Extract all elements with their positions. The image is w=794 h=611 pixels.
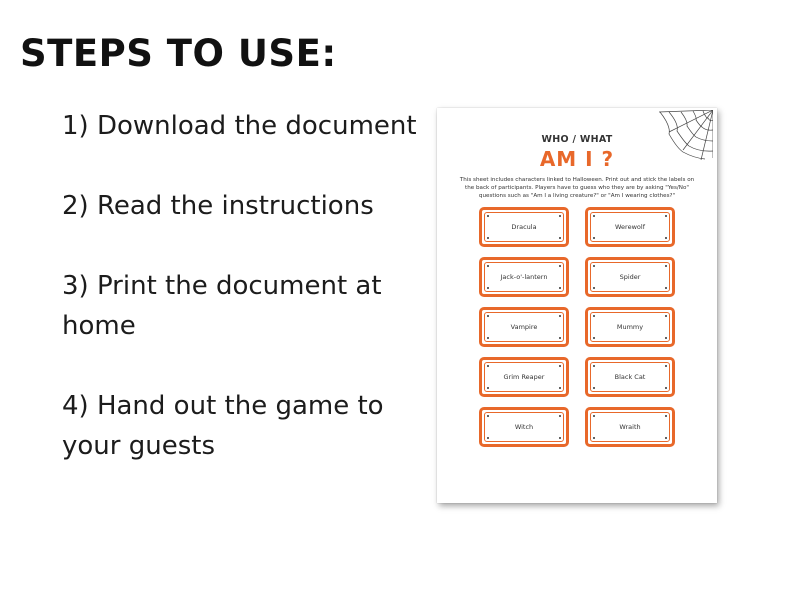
step-item: 4) Hand out the game to your guests: [62, 391, 384, 461]
card-label: Witch: [514, 423, 534, 431]
steps-list: [62, 106, 422, 506]
name-card: [479, 307, 569, 347]
name-card: [479, 407, 569, 447]
card-label: Spider: [619, 273, 641, 281]
card-label: Grim Reaper: [503, 373, 545, 381]
name-card: [585, 357, 675, 397]
step-item: 2) Read the instructions: [62, 191, 374, 221]
name-card: [585, 307, 675, 347]
name-card: [585, 257, 675, 297]
page-heading: STEPS TO USE:: [20, 32, 337, 75]
card-label: Wraith: [619, 423, 641, 431]
card-label: Black Cat: [614, 373, 646, 381]
card-grid: [479, 207, 675, 447]
worksheet-preview: [437, 108, 717, 503]
step-item: 1) Download the document: [62, 111, 417, 141]
sheet-title: AM I ?: [539, 147, 615, 171]
step-item: 3) Print the document at home: [62, 271, 382, 341]
name-card: [479, 357, 569, 397]
sheet-description: This sheet includes characters linked to Halloween. Print out and stick the labels on the back of participants. Players have to guess who they are by asking "Yes/No" questions such as "Am I a living creature?" or "Am I wearing clothes?": [459, 177, 695, 199]
card-label: Werewolf: [615, 223, 645, 231]
card-label: Vampire: [510, 323, 538, 331]
name-card: [479, 257, 569, 297]
name-card: [479, 207, 569, 247]
card-label: Dracula: [511, 223, 537, 231]
card-label: Mummy: [616, 323, 644, 331]
card-label: Jack-o'-lantern: [500, 273, 548, 281]
sheet-kicker: WHO / WHAT: [541, 134, 613, 145]
name-card: [585, 407, 675, 447]
name-card: [585, 207, 675, 247]
